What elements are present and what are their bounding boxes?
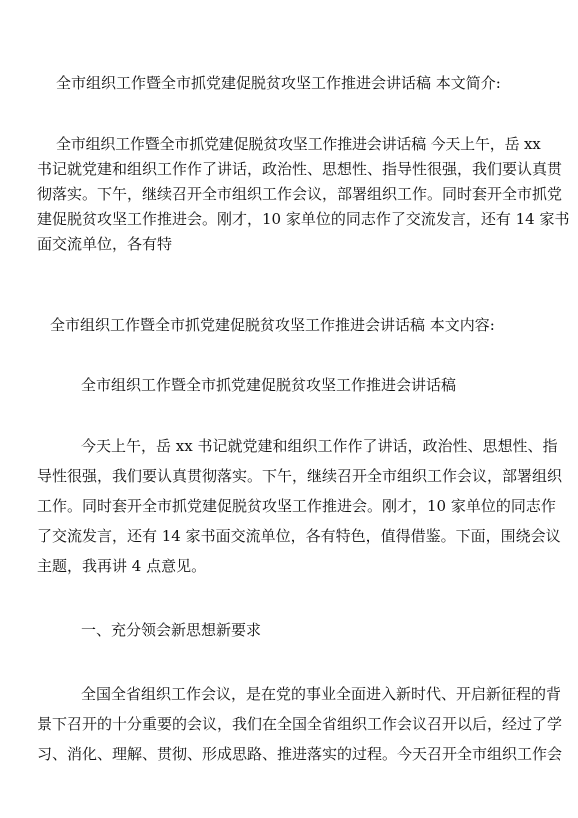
paragraph-1-line-2: 导性很强，我们要认真贯彻落实。下午，继续召开全市组织工作会议，部署组织: [37, 467, 563, 485]
document-title: 全市组织工作暨全市抓党建促脱贫攻坚工作推进会讲话稿: [81, 376, 457, 394]
paragraph-1-line-5: 主题，我再讲 4 点意见。: [37, 557, 207, 575]
summary-line-1: 全市组织工作暨全市抓党建促脱贫攻坚工作推进会讲话稿 今天上午，岳 xx: [56, 135, 541, 153]
paragraph-2-line-1: 全国全省组织工作会议，是在党的事业全面进入新时代、开启新征程的背: [81, 685, 562, 703]
section-1-heading: 一、充分领会新思想新要求: [81, 621, 262, 639]
summary-heading: 全市组织工作暨全市抓党建促脱贫攻坚工作推进会讲话稿 本文简介:: [56, 74, 501, 92]
paragraph-1-line-1: 今天上午，岳 xx 书记就党建和组织工作作了讲话，政治性、思想性、指: [81, 437, 558, 455]
summary-line-4: 建促脱贫攻坚工作推进会。刚才，10 家单位的同志作了交流发言，还有 14 家书: [37, 210, 570, 228]
paragraph-1-line-3: 工作。同时套开全市抓党建促脱贫攻坚工作推进会。刚才，10 家单位的同志作: [37, 497, 556, 515]
paragraph-2-line-2: 景下召开的十分重要的会议，我们在全国全省组织工作会议召开以后，经过了学: [37, 715, 563, 733]
paragraph-2-line-3: 习、消化、理解、贯彻、形成思路、推进落实的过程。今天召开全市组织工作会: [37, 745, 563, 763]
summary-line-2: 书记就党建和组织工作作了讲话，政治性、思想性、指导性很强，我们要认真贯: [37, 160, 563, 178]
summary-line-3: 彻落实。下午，继续召开全市组织工作会议，部署组织工作。同时套开全市抓党: [37, 185, 563, 203]
summary-line-5: 面交流单位，各有特: [37, 235, 173, 253]
paragraph-1-line-4: 了交流发言，还有 14 家书面交流单位，各有特色，值得借鉴。下面，围绕会议: [37, 527, 561, 545]
content-heading: 全市组织工作暨全市抓党建促脱贫攻坚工作推进会讲话稿 本文内容:: [50, 316, 495, 334]
